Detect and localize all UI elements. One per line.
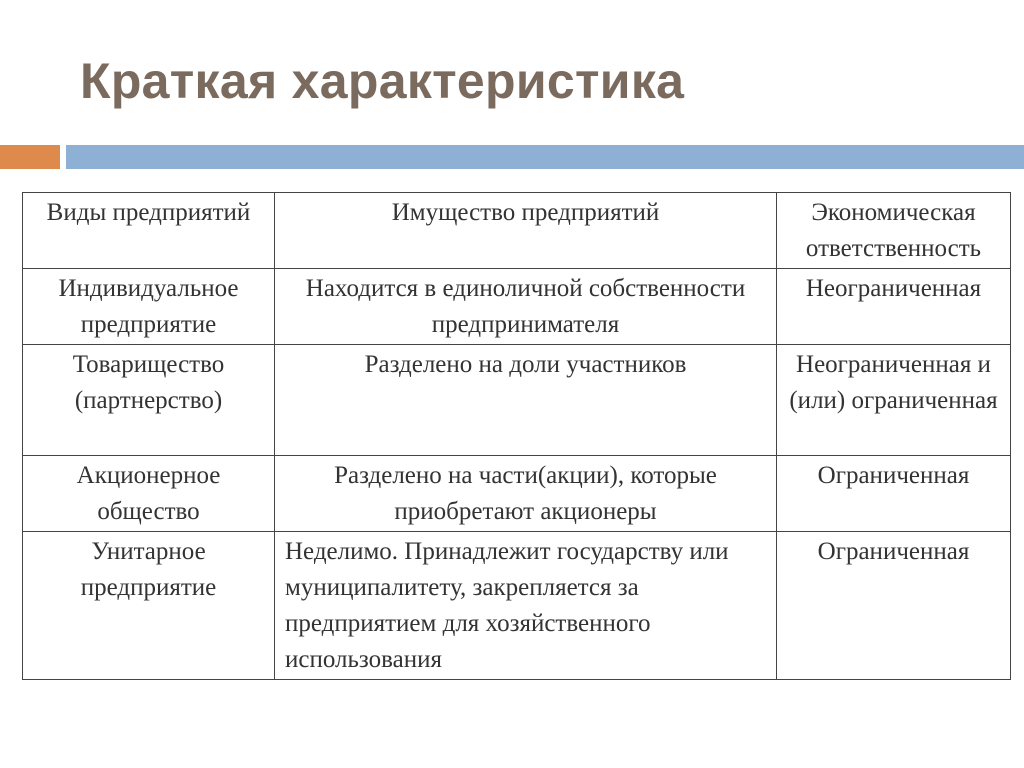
accent-bar-orange	[0, 145, 60, 169]
cell-responsibility: Ограниченная	[777, 532, 1011, 680]
table-row	[23, 345, 1011, 456]
accent-bar-blue	[66, 145, 1024, 169]
cell-responsibility: Неограниченная	[777, 269, 1011, 345]
header-cell-types: Виды предприятий	[23, 193, 275, 269]
cell-responsibility: Неограниченная и (или) ограниченная	[777, 345, 1011, 456]
cell-property: Находится в единоличной собственности предпринимателя	[275, 269, 777, 345]
cell-type: Акционерное общество	[23, 456, 275, 532]
cell-property: Разделено на доли участников	[275, 345, 777, 456]
cell-type: Товарищество (партнерство)	[23, 345, 275, 456]
cell-property: Разделено на части(акции), которые приобретают акционеры	[275, 456, 777, 532]
header-cell-responsibility: Экономическая ответственность	[777, 193, 1011, 269]
table-row	[23, 269, 1011, 345]
characteristics-table	[22, 192, 1011, 680]
cell-type: Унитарное предприятие	[23, 532, 275, 680]
cell-responsibility: Ограниченная	[777, 456, 1011, 532]
table-row	[23, 456, 1011, 532]
cell-type: Индивидуальное предприятие	[23, 269, 275, 345]
table-row	[23, 532, 1011, 680]
cell-property: Неделимо. Принадлежит государству или муниципалитету, закрепляется за предприятием для хозяйственного использования	[275, 532, 777, 680]
slide-title: Краткая характеристика	[80, 53, 685, 109]
table-header-row	[23, 193, 1011, 269]
header-cell-property: Имущество предприятий	[275, 193, 777, 269]
